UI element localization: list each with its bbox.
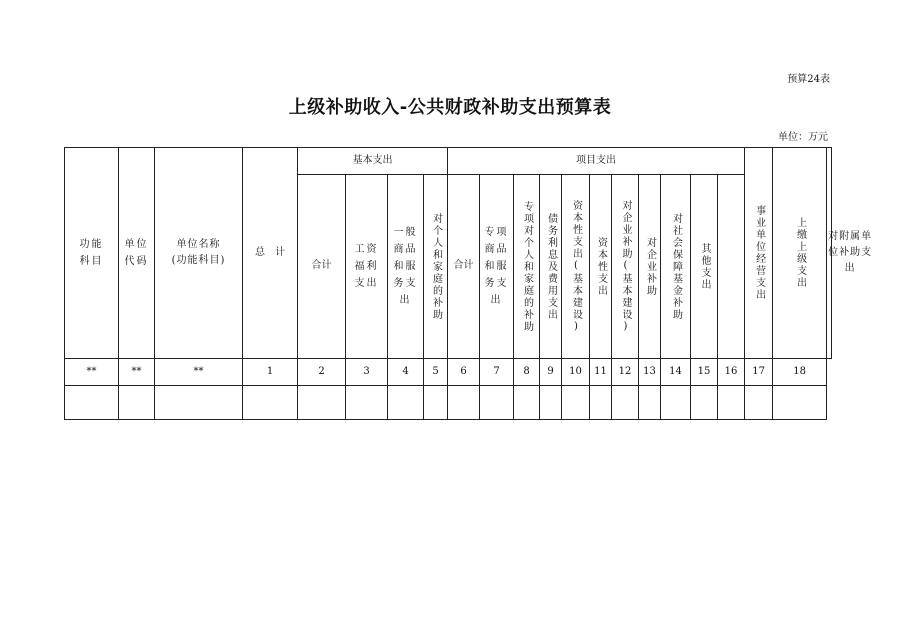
table-cell (514, 386, 540, 420)
header-social-security: 对社会保障基金补助 (661, 175, 691, 359)
header-basic-expenditure: 基本支出 (298, 148, 448, 175)
table-cell (745, 386, 773, 420)
header-project-total: 合计 (448, 175, 480, 359)
header-special-goods: 专项商品和服务支出 (480, 175, 514, 359)
table-cell: 15 (691, 359, 718, 386)
table-cell (480, 386, 514, 420)
form-number: 预算24表 (787, 74, 830, 85)
header-capital-infra: 资本性支出(基本建设) (562, 175, 590, 359)
header-upper-expenditure: 上缴上级支出 (773, 148, 827, 359)
table-cell: 1 (243, 359, 298, 386)
table-cell: 9 (540, 359, 562, 386)
table-cell: 10 (562, 359, 590, 386)
header-affiliated-subsidy: 对附属单位补助支出 (827, 148, 832, 359)
table-cell (243, 386, 298, 420)
header-basic-total: 合计 (298, 175, 346, 359)
table-cell: 6 (448, 359, 480, 386)
table-cell (119, 386, 155, 420)
table-cell: 14 (661, 359, 691, 386)
table-cell: 12 (612, 359, 639, 386)
table-cell (590, 386, 612, 420)
header-capital: 资本性支出 (590, 175, 612, 359)
table-cell: 13 (639, 359, 661, 386)
header-project-expenditure: 项目支出 (448, 148, 745, 175)
header-personal-subsidy: 对个人和家庭的补助 (424, 175, 448, 359)
table-cell: 5 (424, 359, 448, 386)
page-title: 上级补助收入-公共财政补助支出预算表 (288, 97, 612, 118)
header-debt-interest: 债务利息及费用支出 (540, 175, 562, 359)
table-cell (639, 386, 661, 420)
table-cell: 7 (480, 359, 514, 386)
header-enterprise: 对企业补助 (639, 175, 661, 359)
header-wage-welfare: 工资福利支出 (346, 175, 388, 359)
table-cell: ** (119, 359, 155, 386)
table-cell (540, 386, 562, 420)
header-unit-code: 单位代码 (119, 148, 155, 359)
header-other: 其他支出 (691, 175, 718, 359)
table-row-numbers (65, 359, 832, 386)
table-cell (691, 386, 718, 420)
table-cell (298, 386, 346, 420)
table-cell: 18 (773, 359, 827, 386)
table-cell (661, 386, 691, 420)
table-cell (388, 386, 424, 420)
budget-table (64, 147, 873, 420)
table-cell: 8 (514, 359, 540, 386)
unit-label: 单位：万元 (778, 132, 828, 143)
table-cell: ** (155, 359, 243, 386)
header-enterprise-infra: 对企业补助(基本建设) (612, 175, 639, 359)
header-unit-name: 单位名称(功能科目) (155, 148, 243, 359)
table-cell (562, 386, 590, 420)
table-cell (155, 386, 243, 420)
table-cell: 4 (388, 359, 424, 386)
header-general-goods: 一般商品和服务支出 (388, 175, 424, 359)
table-cell (448, 386, 480, 420)
table-cell (346, 386, 388, 420)
table-row-blank (65, 386, 832, 420)
header-business-expenditure: 事业单位经营支出 (745, 148, 773, 359)
table-cell: 2 (298, 359, 346, 386)
table-cell (773, 386, 827, 420)
table-cell (612, 386, 639, 420)
table-cell: 17 (745, 359, 773, 386)
table-cell: 11 (590, 359, 612, 386)
table-cell (424, 386, 448, 420)
header-func-subject: 功能科目 (65, 148, 119, 359)
header-special-personal: 专项对个人和家庭的补助 (514, 175, 540, 359)
table-cell (65, 386, 119, 420)
table-cell (718, 386, 745, 420)
table-cell: 16 (718, 359, 745, 386)
table-cell: ** (65, 359, 119, 386)
table-cell: 3 (346, 359, 388, 386)
header-total: 总 计 (243, 148, 298, 359)
